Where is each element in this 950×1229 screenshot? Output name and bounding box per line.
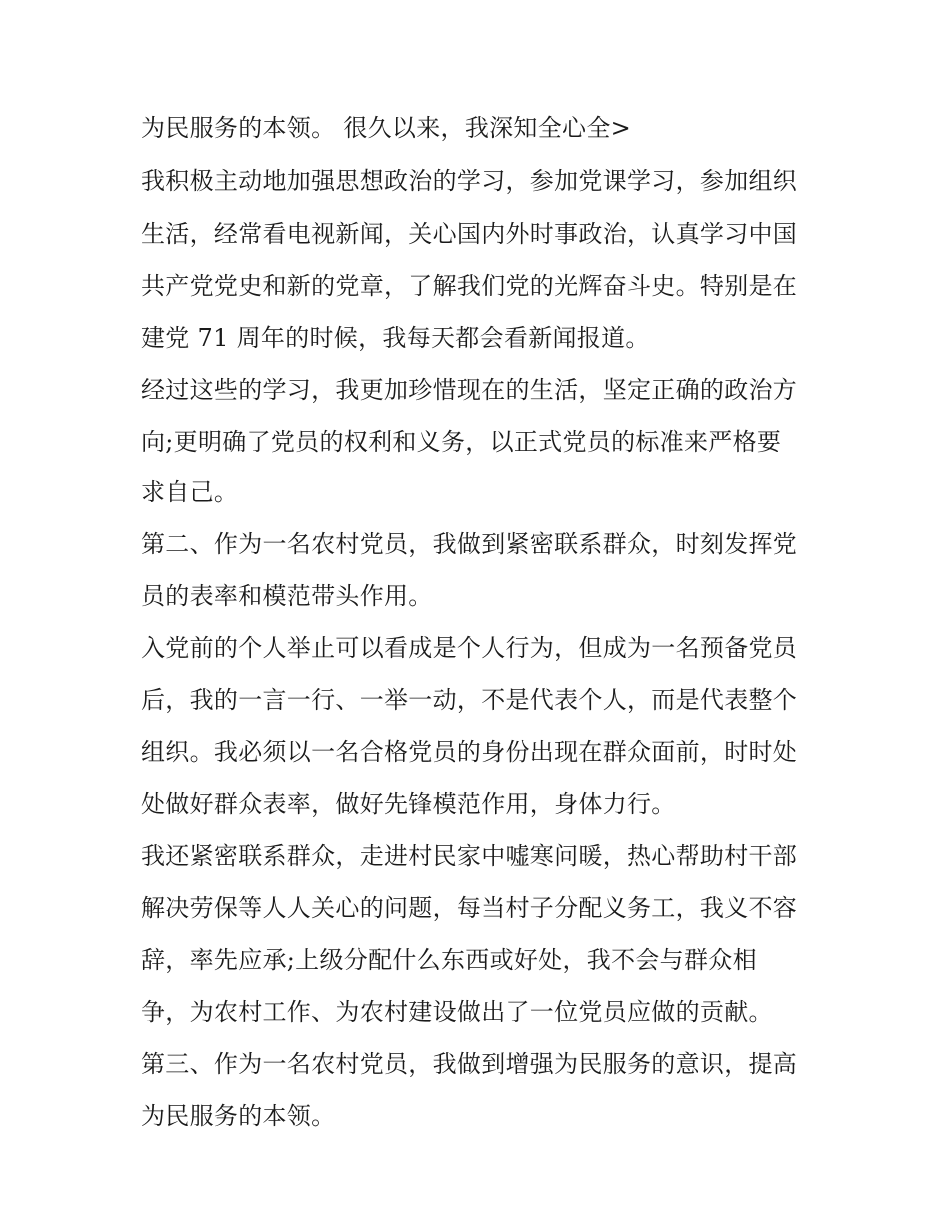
text-line: 为民服务的本领。 <box>141 1102 336 1130</box>
text-line: 求自己。 <box>141 478 239 506</box>
text-line: 我还紧密联系群众，走进村民家中嘘寒问暖，热心帮助村干部 <box>141 842 798 870</box>
text-line: 生活，经常看电视新闻，关心国内外时事政治，认真学习中国 <box>141 220 798 248</box>
text-line: 处做好群众表率，做好先锋模范作用，身体力行。 <box>141 790 676 818</box>
text-line: 为民服务的本领。 很久以来，我深知全心全> <box>141 114 632 142</box>
text-line: 争，为农村工作、为农村建设做出了一位党员应做的贡献。 <box>141 998 773 1026</box>
text-line: 经过这些的学习，我更加珍惜现在的生活，坚定正确的政治方 <box>141 376 798 404</box>
text-line: 辞，率先应承;上级分配什么东西或好处，我不会与群众相 <box>141 946 757 974</box>
text-line: 向;更明确了党员的权利和义务，以正式党员的标准来严格要 <box>141 428 782 456</box>
text-line: 我积极主动地加强思想政治的学习，参加党课学习，参加组织 <box>141 167 798 195</box>
text-line: 共产党党史和新的党章，了解我们党的光辉奋斗史。特别是在 <box>141 272 798 300</box>
text-line: 后，我的一言一行、一举一动，不是代表个人，而是代表整个 <box>141 686 798 714</box>
text-line: 解决劳保等人人关心的问题，每当村子分配义务工，我义不容 <box>141 894 798 922</box>
text-line: 第二、作为一名农村党员，我做到紧密联系群众，时刻发挥党 <box>141 530 798 558</box>
text-line: 入党前的个人举止可以看成是个人行为，但成为一名预备党员 <box>141 634 798 662</box>
text-line: 第三、作为一名农村党员，我做到增强为民服务的意识，提高 <box>141 1050 798 1078</box>
text-line: 建党 71 周年的时候，我每天都会看新闻报道。 <box>141 324 650 352</box>
text-line: 组织。我必须以一名合格党员的身份出现在群众面前，时时处 <box>141 738 798 766</box>
text-line: 员的表率和模范带头作用。 <box>141 582 433 610</box>
